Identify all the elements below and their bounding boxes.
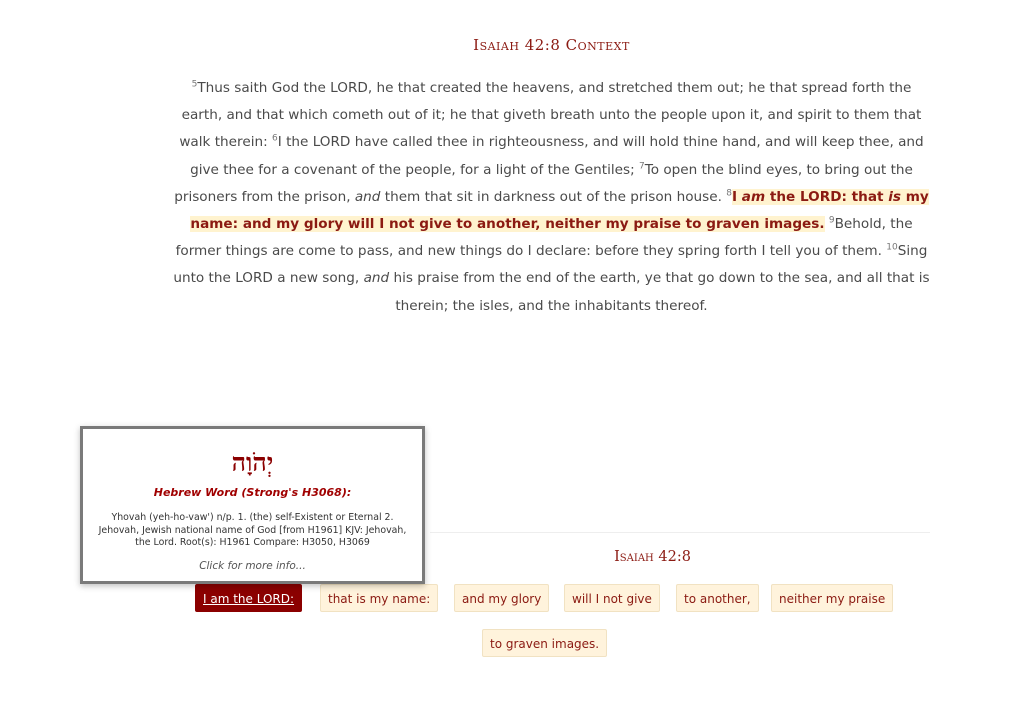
verse-number: 6 xyxy=(272,133,278,144)
verse-number: 9 xyxy=(828,215,835,226)
context-title: Isaiah 42:8 Context xyxy=(473,36,630,54)
phrase-button-neither-my-praise[interactable]: neither my praise xyxy=(771,584,893,612)
verse-7-italic: and xyxy=(354,188,381,205)
verse-7-part-a: To open the blind eyes, to bring out the prisoners from the prison, xyxy=(174,161,913,205)
more-info-link[interactable]: Click for more info... xyxy=(199,559,306,572)
hebrew-word: יְהֹוָה xyxy=(231,448,274,477)
passage-text xyxy=(170,75,933,320)
strongs-definition: Yhovah (yeh-ho-vaw') n/p. 1. (the) self-Existent or Eternal 2. Jehovah, Jewish national name of God [from H1961] KJV: Jehovah, the Lord. Root(s): H1961 Compare: H3050, H3069 xyxy=(98,512,407,548)
verse-6: I the LORD have called thee in righteousness, and will hold thine hand, and will keep thee, and give thee for a covenant of the people, for a light of the Gentiles; xyxy=(190,134,924,178)
strongs-label: Hebrew Word (Strong's H3068): xyxy=(153,486,352,499)
verse-9: Behold, the former things are come to pass, and new things do I declare: before they spring forth I tell you of them. xyxy=(175,216,913,260)
phrase-button-i-am-the-lord[interactable]: I am the LORD: xyxy=(195,584,302,612)
verse-8-italic-am: am xyxy=(741,188,766,205)
verse-number: 10 xyxy=(886,242,898,253)
verse-number: 5 xyxy=(191,79,198,90)
reference-title: Isaiah 42:8 xyxy=(614,549,691,565)
verse-8-part-c: my name: and my glory will I not give to another, neither my praise to graven images. xyxy=(190,188,929,233)
phrase-button-to-graven-images[interactable]: to graven images. xyxy=(482,629,607,657)
verse-10-part-b: his praise from the end of the earth, ye that go down to the sea, and all that is therein; the isles, and the inhabitants thereof. xyxy=(389,270,930,314)
section-divider xyxy=(430,532,930,533)
phrase-button-and-my-glory[interactable]: and my glory xyxy=(454,584,549,612)
verse-10-italic: and xyxy=(363,270,390,287)
strongs-tooltip[interactable] xyxy=(80,426,425,584)
verse-8-part-b: the LORD: that xyxy=(765,188,889,205)
verse-5: Thus saith God the LORD, he that created the heavens, and stretched them out; he that spread forth the earth, and that which cometh out of it; he that giveth breath unto the people upon it, and spirit to them that walk therein: xyxy=(179,80,922,151)
phrase-button-will-i-not-give[interactable]: will I not give xyxy=(564,584,660,612)
verse-number: 8 xyxy=(726,188,732,199)
verse-7-part-b: them that sit in darkness out of the prison house. xyxy=(380,188,727,205)
phrase-button-to-another[interactable]: to another, xyxy=(676,584,759,612)
phrase-button-that-is-my-name[interactable]: that is my name: xyxy=(320,584,438,612)
verse-8-italic-is: is xyxy=(888,188,901,205)
verse-8-part-a: I xyxy=(732,188,742,205)
verse-number: 7 xyxy=(638,161,645,172)
verse-10-part-a: Sing unto the LORD a new song, xyxy=(173,243,928,287)
